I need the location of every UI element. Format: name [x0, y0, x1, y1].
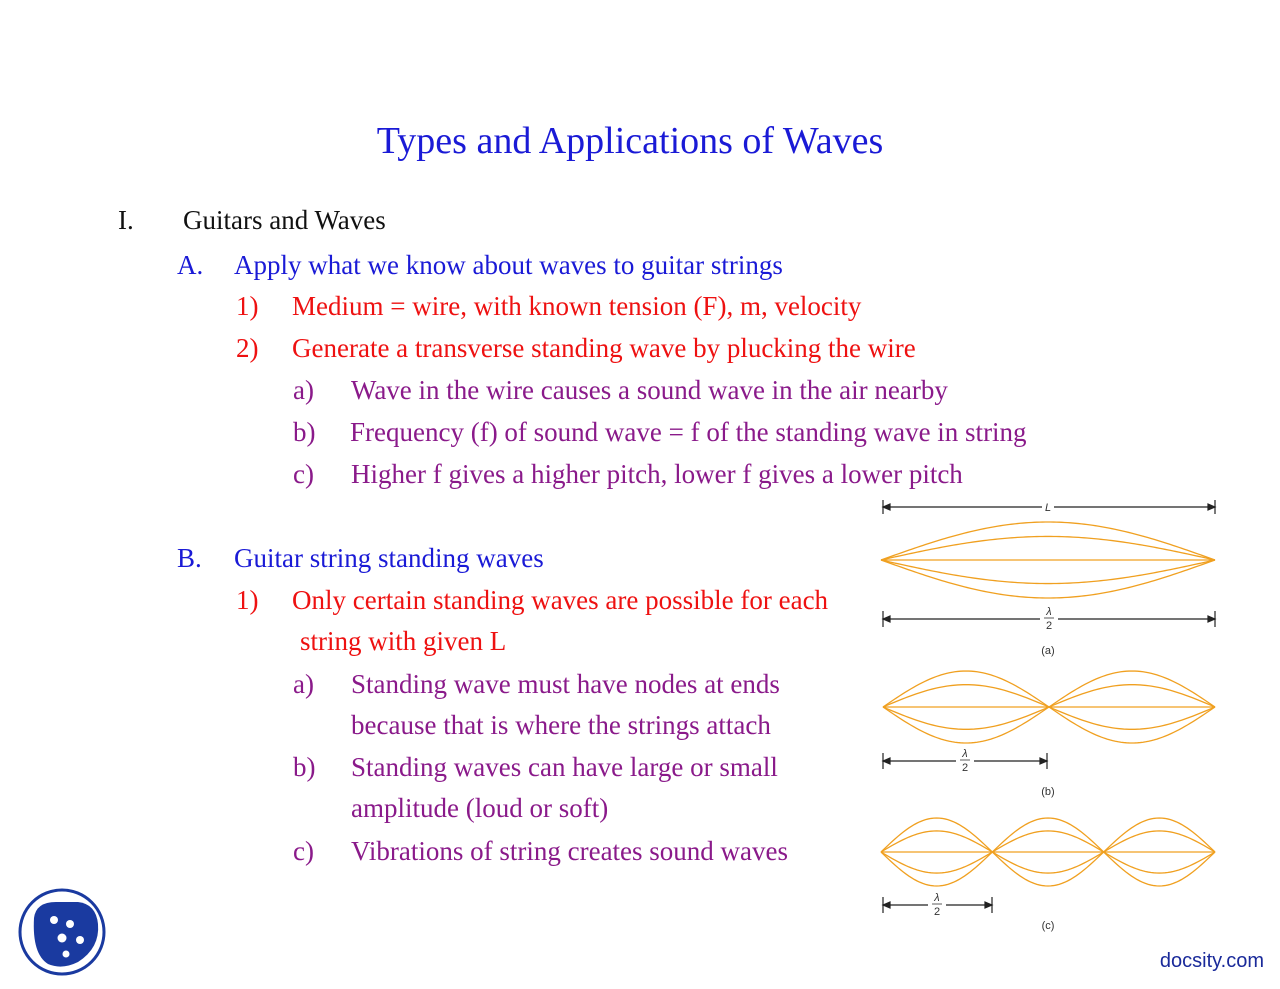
- outline-item-A1: Medium = wire, with known tension (F), m, velocity: [292, 291, 862, 321]
- standing-waves-figure: [876, 494, 1222, 934]
- outline-item-B1: Only certain standing waves are possible for each: [292, 585, 829, 615]
- outline-item-B1a: Standing wave must have nodes at ends: [351, 669, 780, 699]
- standing-wave-third-harmonic: [881, 818, 1215, 886]
- half-label-a: 2: [1045, 620, 1053, 632]
- caption-c: (c): [1041, 920, 1055, 932]
- outline-label-A2a: a): [293, 375, 314, 405]
- length-label: L: [1044, 502, 1052, 514]
- outline-item-B1a-cont: because that is where the strings attach: [351, 710, 771, 740]
- outline-item-B1b-cont: amplitude (loud or soft): [351, 793, 609, 823]
- lambda-label-a: λ: [1046, 606, 1052, 618]
- half-label-c: 2: [933, 906, 941, 918]
- lambda-label-c: λ: [934, 892, 940, 904]
- outline-item-B1-cont: string with given L: [300, 626, 507, 656]
- outline-label-A2b: b): [293, 417, 316, 447]
- wave-curve: [881, 560, 1215, 584]
- outline-label-I: I.: [118, 205, 134, 235]
- outline-item-B1b: Standing waves can have large or small: [351, 752, 778, 782]
- slide-title: Types and Applications of Waves: [376, 120, 884, 162]
- docsity-logo-icon: [18, 888, 106, 976]
- outline-label-B: B.: [177, 543, 202, 573]
- outline-item-B: Guitar string standing waves: [234, 543, 544, 573]
- outline-label-A2c: c): [293, 459, 314, 489]
- wave-curve: [881, 560, 1215, 598]
- caption-b: (b): [1041, 786, 1055, 798]
- outline-label-B1c: c): [293, 836, 314, 866]
- outline-item-B1c: Vibrations of string creates sound waves: [351, 836, 789, 866]
- outline-label-A2: 2): [236, 333, 259, 363]
- outline-item-A2: Generate a transverse standing wave by plucking the wire: [292, 333, 916, 363]
- lambda-label-b: λ: [962, 748, 968, 760]
- standing-wave-fundamental: [881, 522, 1215, 598]
- wave-curve: [881, 522, 1215, 560]
- outline-label-B1: 1): [236, 585, 259, 615]
- outline-item-A2b: Frequency (f) of sound wave = f of the standing wave in string: [350, 417, 1027, 447]
- standing-wave-second-harmonic: [883, 671, 1215, 743]
- standing-waves-diagram: [876, 494, 1222, 934]
- outline-label-B1b: b): [293, 752, 316, 782]
- wave-curve: [881, 536, 1215, 560]
- outline-item-A2c: Higher f gives a higher pitch, lower f gives a lower pitch: [351, 459, 963, 489]
- docsity-brand-link[interactable]: docsity.com: [1159, 950, 1264, 972]
- caption-a: (a): [1041, 645, 1055, 657]
- half-label-b: 2: [961, 762, 969, 774]
- outline-label-B1a: a): [293, 669, 314, 699]
- outline-item-A: Apply what we know about waves to guitar strings: [234, 250, 783, 280]
- outline-item-A2a: Wave in the wire causes a sound wave in the air nearby: [351, 375, 948, 405]
- outline-label-A: A.: [177, 250, 204, 280]
- outline-heading-guitars: Guitars and Waves: [183, 205, 386, 235]
- outline-label-A1: 1): [236, 291, 259, 321]
